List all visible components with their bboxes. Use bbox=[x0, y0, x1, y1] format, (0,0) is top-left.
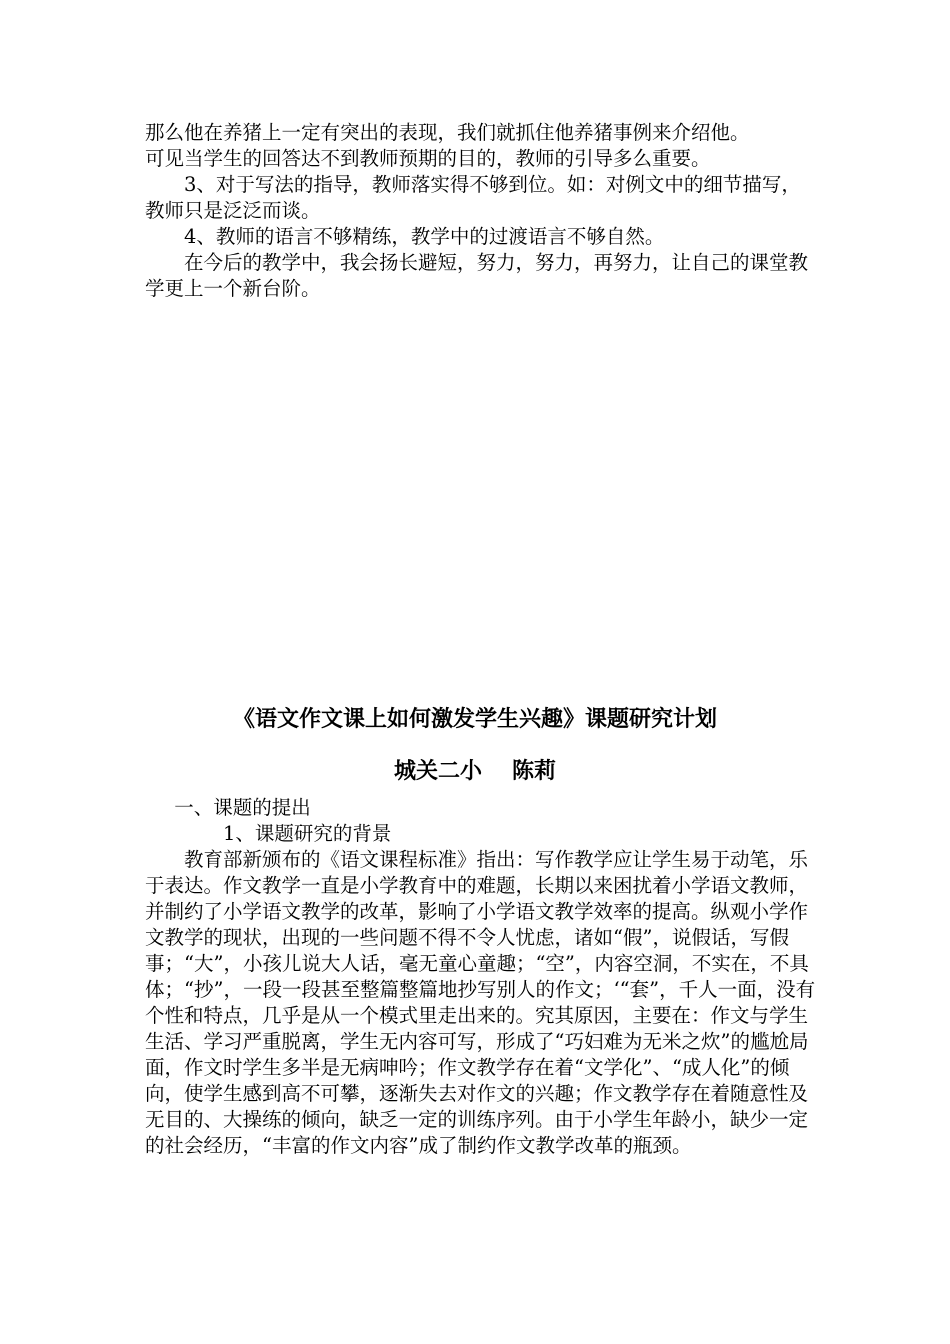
article-body bbox=[145, 795, 820, 1159]
paragraph-line: 那么他在养猪上一定有突出的表现，我们就抓住他养猪事例来介绍他。 bbox=[145, 121, 750, 144]
author-line bbox=[0, 757, 950, 787]
subsection-heading: 1、课题研究的背景 bbox=[223, 822, 392, 845]
author-name: 陈莉 bbox=[512, 759, 557, 784]
body-paragraph: 教育部新颁布的《语文课程标准》指出：写作教学应让学生易于动笔，乐于表达。作文教学一直是小学教育中的难题，长期以来困扰着小学语文教师，并制约了小学语文教学的改革，影响了小学语文教学效率的提高。纵观小学作文教学的现状，出现的一些问题不得不令人忧虑，诸如“假”，说假话，写假事；“大”，小孩儿说大人话，毫无童心童趣；“空”，内容空洞，不实在，不具体；“抄”，一段一段甚至整篇整篇地抄写别人的作文；‘“套”，千人一面，没有个性和特点，几乎是从一个模式里走出来的。究其原因，主要在：作文与学生生活、学习严重脱离，学生无内容可写，形成了“巧妇难为无米之炊”的尴尬局面，作文时学生多半是无病呻吟；作文教学存在着“文学化”、“成人化”的倾向，使学生感到高不可攀，逐渐失去对作文的兴趣；作文教学存在着随意性及无目的、大操练的倾向，缺乏一定的训练序列。由于小学生年龄小，缺少一定的社会经历，“丰富的作文内容”成了制约作文教学改革的瓶颈。 bbox=[145, 848, 816, 1157]
document-title: 《语文作文课上如何激发学生兴趣》课题研究计划 bbox=[232, 707, 717, 732]
point-4-paragraph: 4、教师的语言不够精练，教学中的过渡语言不够自然。 bbox=[184, 225, 665, 248]
conclusion-paragraph: 在今后的教学中，我会扬长避短，努力，努力，再努力，让自己的课堂教学更上一个新台阶。 bbox=[145, 251, 809, 300]
point-3-paragraph: 3、对于写法的指导，教师落实得不够到位。如：对例文中的细节描写，教师只是泛泛而谈。 bbox=[145, 173, 801, 222]
previous-section-text bbox=[145, 120, 820, 302]
school-name: 城关二小 bbox=[393, 759, 482, 784]
paragraph-line: 可见当学生的回答达不到教师预期的目的，教师的引导多么重要。 bbox=[145, 147, 711, 170]
section-heading: 一、课题的提出 bbox=[174, 796, 311, 819]
